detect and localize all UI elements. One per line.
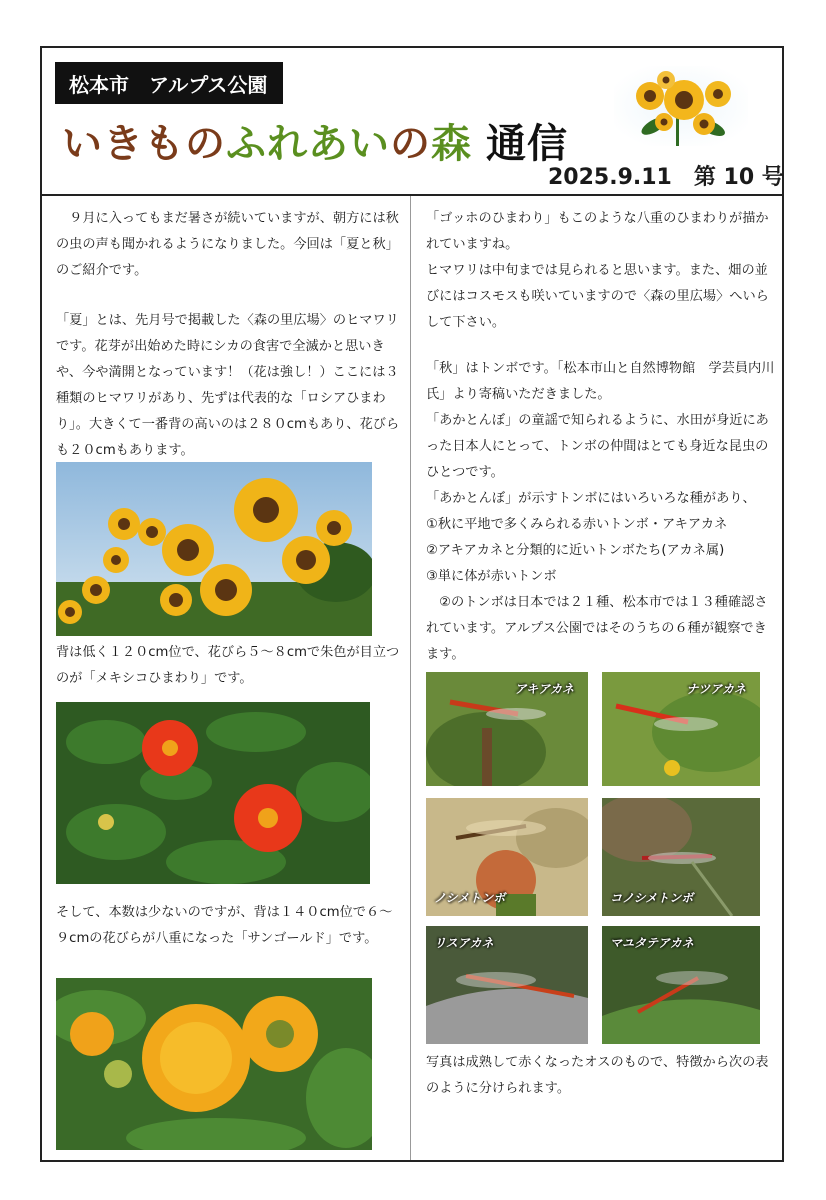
mexican-sunflower-photo — [56, 702, 370, 884]
summer-paragraph: 「夏」とは、先月号で掲載した〈森の里広場〉のヒマワリです。花芽が出始めた時にシカの食害で全滅かと思いきや、今や満開となっています！（花は強し！）ここには３種類のヒマワリがあり、先ずは代表的な「ロシアひまわり」。大きくて一番背の高いのは２８０cmもあり、花びらも２０cmもあります。 — [56, 313, 400, 458]
title-part-tsushin: 通信 — [486, 121, 568, 167]
title-part-no: の — [390, 121, 431, 167]
title-part-ikimono: いきもの — [62, 121, 226, 167]
header-sunflower-photo — [614, 66, 748, 146]
newsletter-title — [62, 112, 568, 169]
natsuakane-label: ナツアカネ — [686, 682, 746, 696]
mayutateakane-photo — [602, 926, 760, 1044]
location-tag: 松本市 アルプス公園 — [55, 62, 283, 104]
autumn-paragraph: 「秋」はトンボです。「松本市山と自然博物館 学芸員内川氏」より寄稿いただきました。 — [426, 361, 775, 402]
kind-item-2: ②アキアカネと分類的に近いトンボたち(アカネ属) — [426, 543, 725, 558]
sungold-sunflower-photo — [56, 978, 372, 1150]
title-part-fureai: ふれあい — [226, 121, 390, 167]
risuakane-label: リスアカネ — [434, 936, 494, 950]
natsuakane-photo — [602, 672, 760, 786]
column-divider — [410, 196, 411, 1160]
russian-sunflower-photo — [56, 462, 372, 636]
kind-item-3: ③単に体が赤いトンボ — [426, 569, 557, 584]
noshimetonbo-label: ノシメトンボ — [434, 891, 506, 905]
akatonbo-paragraph: 「あかとんぼ」の童謡で知られるように、水田が身近にあった日本人にとって、トンボの仲間はとても身近な昆虫のひとつです。 — [426, 413, 769, 480]
intro-paragraph: ９月に入ってもまだ暑さが続いていますが、朝方には秋の虫の声も聞かれるようになりました。今回は「夏と秋」のご紹介です。 — [56, 211, 399, 278]
photo-note-paragraph: 写真は成熟して赤くなったオスのもので、特徴から次の表のように分けられます。 — [426, 1055, 769, 1096]
issue-date-number: 2025.9.11 第 10 号 — [548, 165, 784, 190]
risuakane-photo — [426, 926, 588, 1044]
akiakane-photo — [426, 672, 588, 786]
mayutateakane-label: マユタテアカネ — [610, 936, 694, 950]
noshimetonbo-photo — [426, 798, 588, 916]
konoshimetonbo-photo — [602, 798, 760, 916]
header-divider — [40, 194, 784, 196]
konoshimetonbo-label: コノシメトンボ — [610, 891, 694, 905]
akiakane-label: アキアカネ — [514, 682, 574, 696]
sungold-paragraph: そして、本数は少ないのですが、背は１４０cm位で６～９cmの花びらが八重になった「サンゴールド」です。 — [56, 905, 393, 946]
kind-item-1: ①秋に平地で多くみられる赤いトンボ・アキアカネ — [426, 517, 728, 532]
count-paragraph: ②のトンボは日本では２１種、松本市では１３種確認されています。アルプス公園ではそのうちの６種が観察できます。 — [426, 595, 768, 662]
kinds-intro: 「あかとんぼ」が示すトンボにはいろいろな種があり、 — [426, 491, 756, 506]
season-paragraph: ヒマワリは中旬までは見られると思います。また、畑の並びにはコスモスも咲いていますので〈森の里広場〉へいらして下さい。 — [426, 263, 769, 330]
gogh-paragraph: 「ゴッホのひまわり」もこのような八重のひまわりが描かれていますね。 — [426, 211, 769, 252]
mexico-paragraph: 背は低く１２０cm位で、花びら５～８cmで朱色が目立つのが「メキシコひまわり」です。 — [56, 645, 400, 686]
title-part-mori: 森 — [431, 121, 472, 167]
